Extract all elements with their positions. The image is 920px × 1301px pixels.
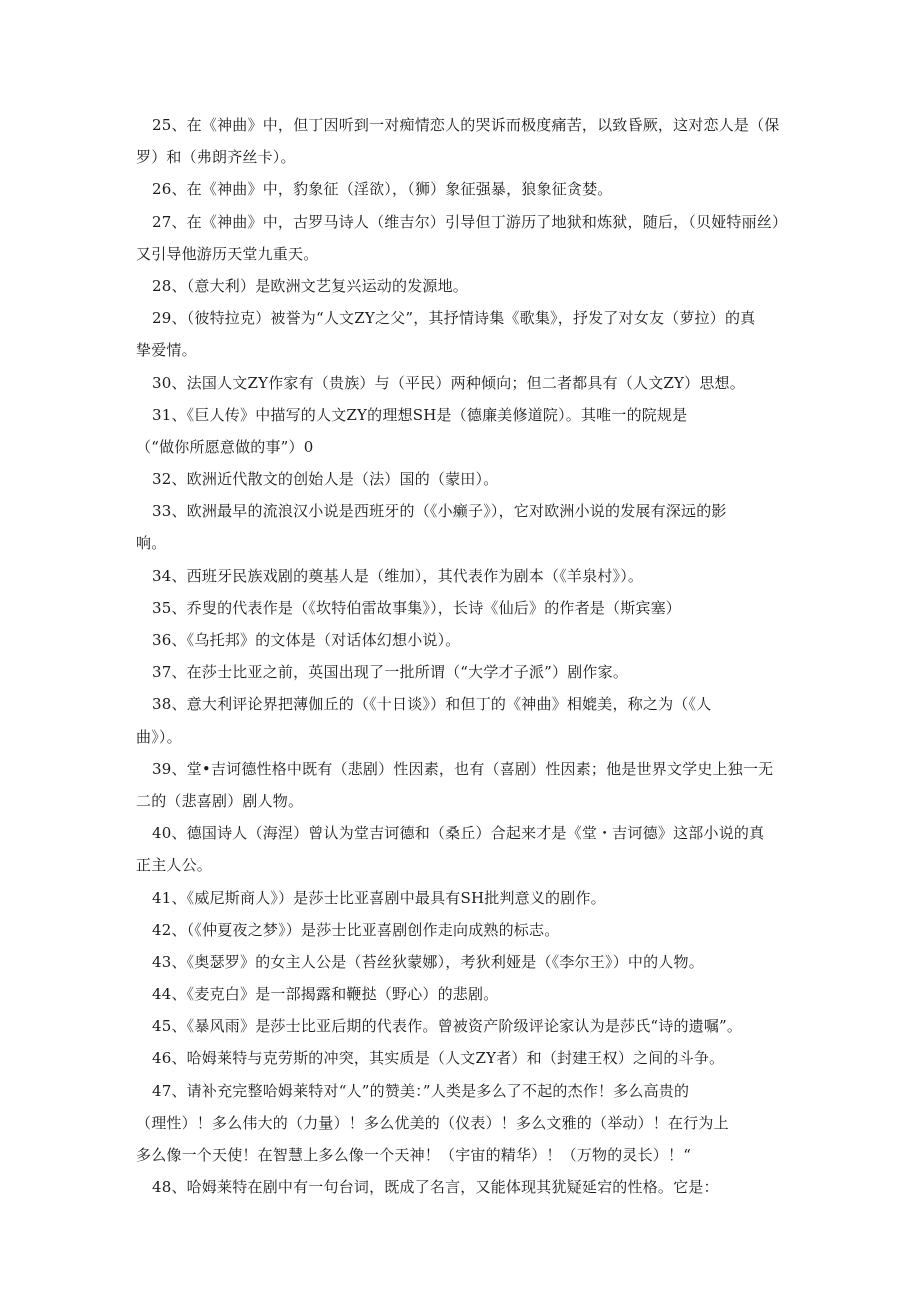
text-line: 37、在莎士比亚之前，英国出现了一批所谓（“大学才子派”）剧作家。 [152,663,629,682]
text-line: 34、西班牙民族戏剧的奠基人是（维加），其代表作为剧本（《羊泉村》）。 [152,566,644,585]
text-line: （理性）！多么伟大的（力量）！多么优美的（仪表）！多么文雅的（举动）！在行为上 [136,1113,729,1132]
text-line: 35、乔叟的代表作是（《坎特伯雷故事集》），长诗《仙后》的作者是（斯宾塞） [152,598,681,617]
text-line: 39、堂•吉诃德性格中既有（悲剧）性因素，也有（喜剧）性因素；他是世界文学史上独一无 [152,759,774,778]
text-line: 44、《麦克白》是一部揭露和鞭挞（野心）的悲剧。 [152,985,499,1004]
text-line: 46、哈姆莱特与克劳斯的冲突，其实质是（人文ZY者）和（封建王权）之间的斗争。 [152,1049,725,1068]
text-line: 罗）和（弗朗齐丝卡）。 [136,148,296,167]
text-line: 47、请补充完整哈姆莱特对“人”的赞美：”人类是多么了不起的杰作！多么高贵的 [152,1081,690,1100]
text-line: 又引导他游历天堂九重天。 [136,244,319,263]
text-line: 33、欧洲最早的流浪汉小说是西班牙的（《小癞子》），它对欧洲小说的发展有深远的影 [152,502,727,521]
text-line: 48、哈姆莱特在剧中有一句台词，既成了名言，又能体现其犹疑延宕的性格。它是： [152,1178,719,1197]
text-line: 25、在《神曲》中，但丁因听到一对痴情恋人的哭诉而极度痛苦，以致昏厥，这对恋人是（保 [152,116,780,134]
document-body [136,109,796,1203]
text-line: 30、法国人文ZY作家有（贵族）与（平民）两种倾向；但二者都具有（人文ZY）思想。 [152,373,745,392]
text-line: 28、（意大利）是欧洲文艺复兴运动的发源地。 [152,276,468,295]
text-line: 41、《威尼斯商人》）是莎士比亚喜剧中最具有SH批判意义的剧作。 [152,888,606,907]
text-line: （“做你所愿意做的事”）0 [136,437,314,456]
text-line: 正主人公。 [136,856,213,875]
text-line: 挚爱情。 [136,341,197,360]
text-line: 27、在《神曲》中，古罗马诗人（维吉尔）引导但丁游历了地狱和炼狱，随后，（贝娅特丽丝） [152,212,788,231]
text-line: 42、（《仲夏夜之梦》）是莎士比亚喜剧创作走向成熟的标志。 [152,920,560,939]
text-line: 响。 [136,534,167,553]
text-line: 32、欧洲近代散文的创始人是（法）国的（蒙田）。 [152,470,499,489]
text-line: 38、意大利评论界把薄伽丘的（《十日谈》）和但丁的《神曲》相媲美，称之为（《人 [152,695,712,714]
text-line: 29、（彼特拉克）被誉为“人文ZY之父”，其抒情诗集《歌集》，抒发了对女友（萝拉）的真 [152,309,756,328]
text-line: 二的（悲喜剧）剧人物。 [136,791,304,810]
text-line: 40、德国诗人（海涅）曾认为堂吉诃德和（桑丘）合起来才是《堂・吉诃德》这部小说的真 [152,824,765,843]
text-line: 多么像一个天使！在智慧上多么像一个天神！（宇宙的精华）！（万物的灵长）！“ [136,1146,692,1164]
text-line: 36、《乌托邦》的文体是（对话体幻想小说）。 [152,631,461,649]
text-line: 31、《巨人传》中描写的人文ZY的理想SH是（德廉美修道院）。其唯一的院规是 [152,405,688,424]
text-line: 曲》）。 [136,727,182,746]
text-line: 43、《奥瑟罗》的女主人公是（苔丝狄蒙娜），考狄利娅是（《李尔王》）中的人物。 [152,952,704,971]
text-line: 45、《暴风雨》是莎士比亚后期的代表作。曾被资产阶级评论家认为是莎氏“诗的遗嘱”。 [152,1017,743,1036]
text-line: 26、在《神曲》中，豹象征（淫欲），（狮）象征强暴，狼象征贪婪。 [152,180,613,199]
